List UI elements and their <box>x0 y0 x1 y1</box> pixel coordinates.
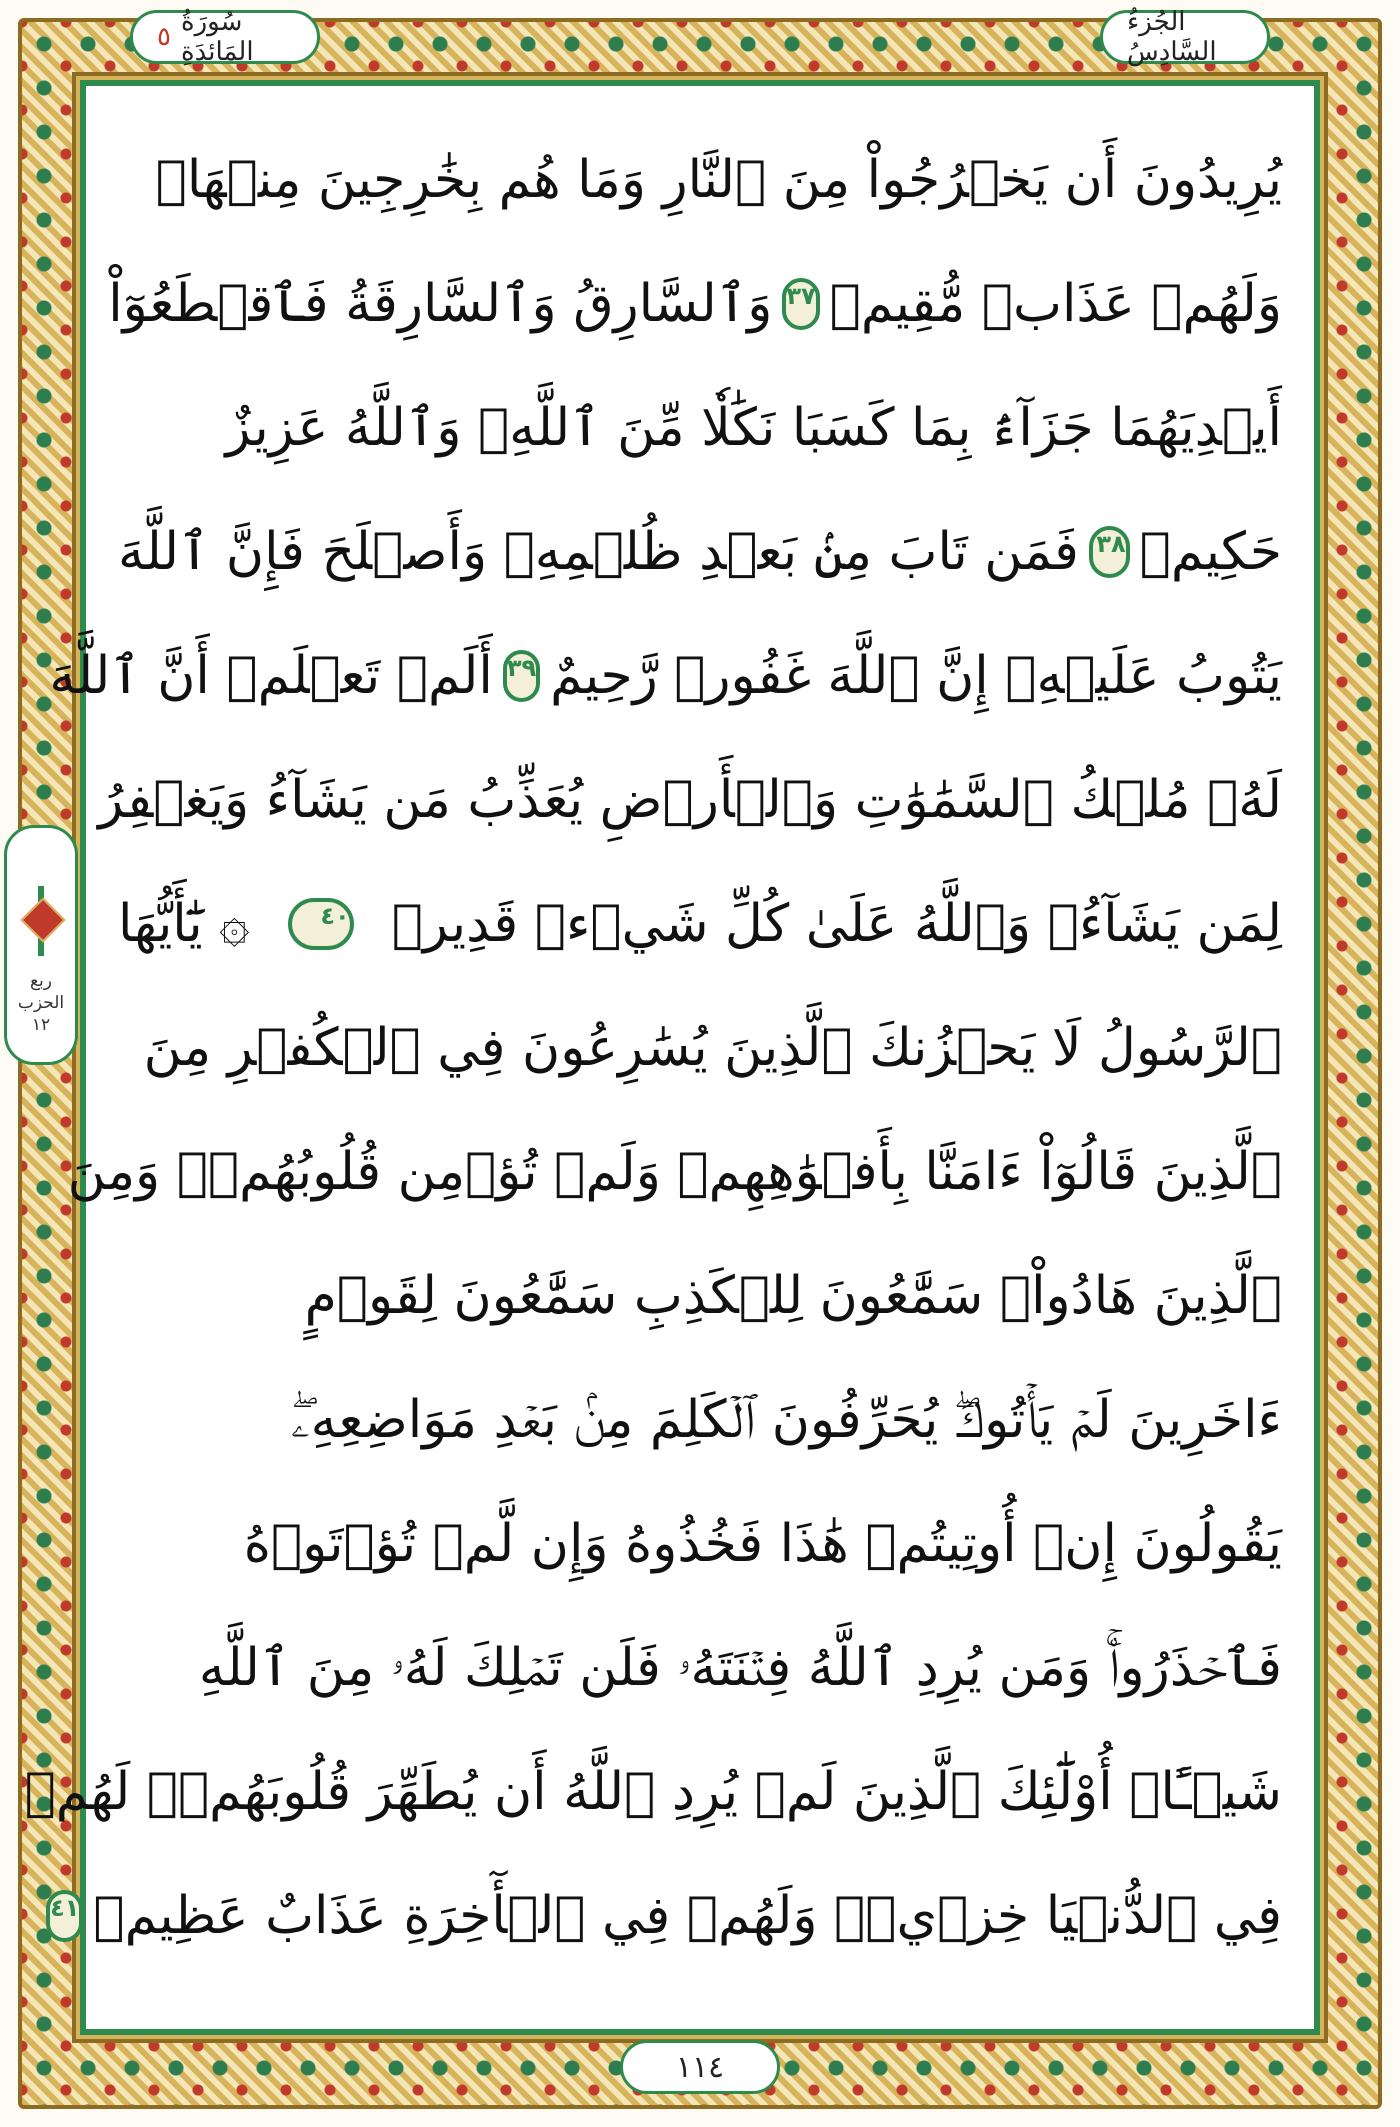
juz-name: الجُزءُ السَّادِسُ <box>1127 7 1217 67</box>
hizb-ornament-icon <box>24 886 58 956</box>
ayah-number-marker: ٣٩ <box>503 650 540 702</box>
juz-header <box>1100 7 1270 67</box>
text-line: أَيۡدِيَهُمَا جَزَآءَۢ بِمَا كَسَبَا نَكَٰلٗا مِّنَ ٱللَّهِۗ وَٱللَّهُ عَزِيزٌ <box>225 398 1282 458</box>
page-number: ١١٤ <box>620 2040 780 2094</box>
text-line: ءَاخَرِينَ لَمۡ يَأۡتُوكَۖ يُحَرِّفُونَ ٱلۡكَلِمَ مِنۢ بَعۡدِ مَوَاضِعِهِۦۖ <box>290 1389 1282 1450</box>
ayah-number-marker: ٤١ <box>46 1890 83 1942</box>
text-line: ٱلَّذِينَ هَادُواْۛ سَمَّٰعُونَ لِلۡكَذِبِ سَمَّٰعُونَ لِقَوۡمٍ <box>304 1266 1282 1326</box>
text-line: فَٱحۡذَرُواْۚ وَمَن يُرِدِ ٱللَّهُ فِتۡنَتَهُۥ فَلَن تَمۡلِكَ لَهُۥ مِنَ ٱللَّهِ <box>198 1637 1282 1698</box>
text-line: شَيۡـًٔاۚ أُوْلَٰٓئِكَ ٱلَّذِينَ لَمۡ يُرِدِ ٱللَّهُ أَن يُطَهِّرَ قُلُوبَهُمۡۚ لَهُمۡ <box>24 1762 1282 1822</box>
hizb-marker <box>4 825 78 1065</box>
text-line: ٱلرَّسُولُ لَا يَحۡزُنكَ ٱلَّذِينَ يُسَٰرِعُونَ فِي ٱلۡكُفۡرِ مِنَ <box>143 1018 1282 1078</box>
hizb-label: ربع الحزب ١٢ <box>17 970 65 1035</box>
text-line: حَكِيمٞ ٣٨ فَمَن تَابَ مِنۢ بَعۡدِ ظُلۡمِهِۦ وَأَصۡلَحَ فَإِنَّ ٱللَّهَ <box>118 522 1282 582</box>
surah-number: ٥ <box>157 22 171 52</box>
surah-header <box>130 7 320 67</box>
ayah-number-marker: ٣٨ <box>1089 526 1130 578</box>
ayah-number-marker: ٣٧ <box>782 278 819 330</box>
text-line: لِمَن يَشَآءُۗ وَٱللَّهُ عَلَىٰ كُلِّ شَيۡءٖ قَدِيرٞ ٤٠ ۞ يَٰٓأَيُّهَا <box>118 894 1282 954</box>
text-line: لَهُۥ مُلۡكُ ٱلسَّمَٰوَٰتِ وَٱلۡأَرۡضِ يُعَذِّبُ مَن يَشَآءُ وَيَغۡفِرُ <box>98 770 1282 830</box>
text-line: يَتُوبُ عَلَيۡهِۚ إِنَّ ٱللَّهَ غَفُورٞ رَّحِيمٌ ٣٩ أَلَمۡ تَعۡلَمۡ أَنَّ ٱللَّهَ <box>49 646 1282 706</box>
text-line: ٱلَّذِينَ قَالُوٓاْ ءَامَنَّا بِأَفۡوَٰهِهِمۡ وَلَمۡ تُؤۡمِن قُلُوبُهُمۡۛ وَمِنَ <box>67 1142 1282 1202</box>
text-line: فِي ٱلدُّنۡيَا خِزۡيٞۖ وَلَهُمۡ فِي ٱلۡأٓخِرَةِ عَذَابٌ عَظِيمٞ ٤١ <box>118 1854 1282 1978</box>
text-line: وَلَهُمۡ عَذَابٞ مُّقِيمٞ ٣٧ وَٱلسَّارِقُ وَٱلسَّارِقَةُ فَٱقۡطَعُوٓاْ <box>108 274 1282 334</box>
text-line: يَقُولُونَ إِنۡ أُوتِيتُمۡ هَٰذَا فَخُذُوهُ وَإِن لَّمۡ تُؤۡتَوۡهُ <box>243 1514 1282 1574</box>
text-line: يُرِيدُونَ أَن يَخۡرُجُواْ مِنَ ٱلنَّارِ وَمَا هُم بِخَٰرِجِينَ مِنۡهَاۖ <box>155 150 1282 210</box>
surah-name: سُورَةُ المَائدَةِ <box>180 7 254 67</box>
ayah-number-marker: ٤٠ <box>288 898 354 950</box>
